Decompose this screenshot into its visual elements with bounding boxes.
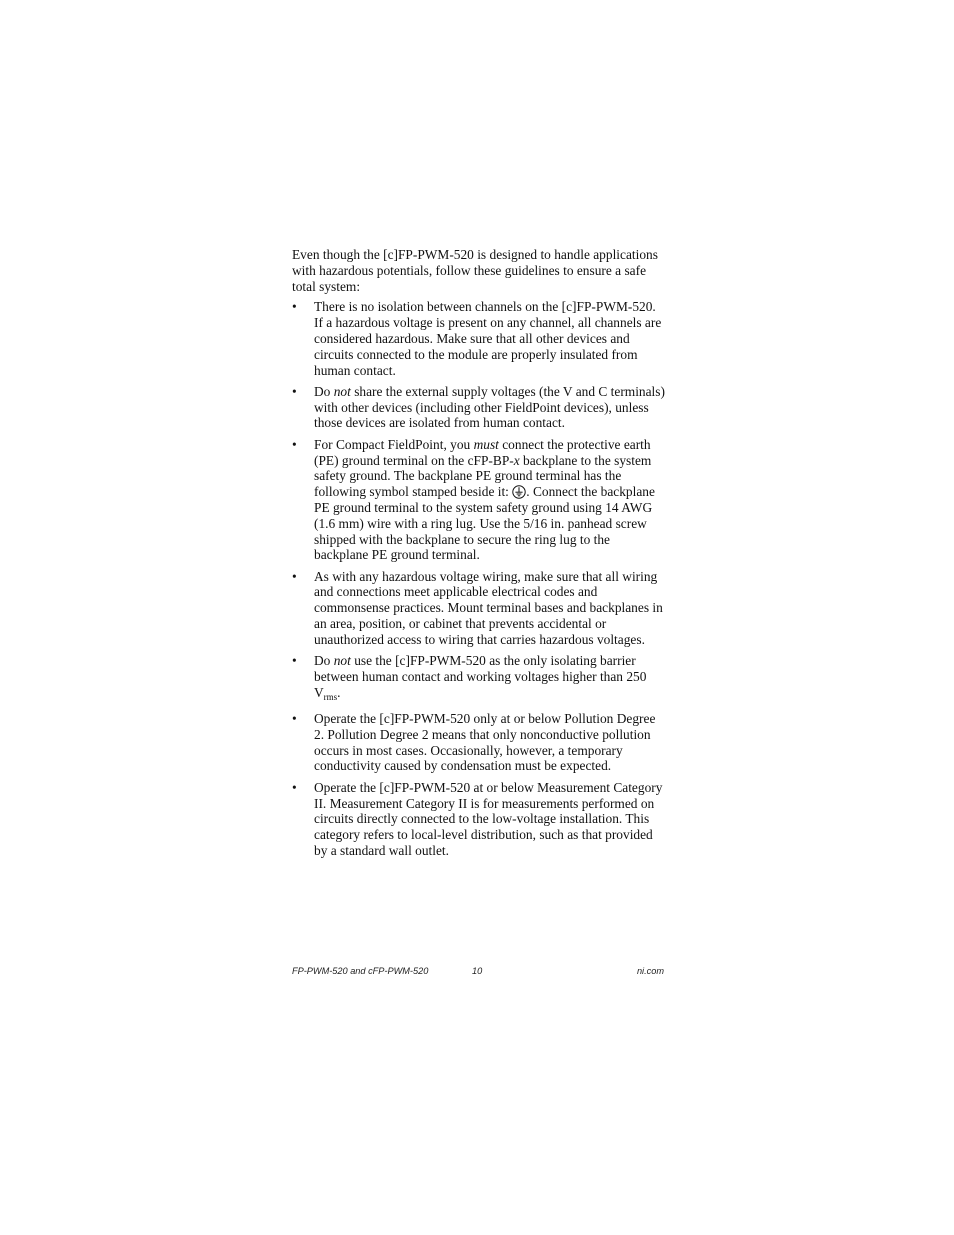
bullet-icon: • <box>292 653 297 669</box>
emphasis-text: not <box>333 653 351 669</box>
text-run: share the external supply voltages (the V and C terminals) with other devices (including other FieldPoint devices), unless those devices are isolated from human contact. <box>314 383 665 431</box>
list-item-text <box>314 653 646 700</box>
bullet-icon: • <box>292 383 297 399</box>
subscript-text: rms <box>323 691 338 702</box>
list-item-text: Operate the [c]FP-PWM-520 at or below Measurement Category II. Measurement Category II is for measurements performed on circuits directly connected to the low-voltage installation. This category refers to local-level distribution, such as that provided by a standard wall outlet. <box>314 779 663 858</box>
list-item-text: Operate the [c]FP-PWM-520 only at or below Pollution Degree 2. Pollution Degree 2 means that only nonconductive pollution occurs in most cases. Occasionally, however, a temporary conductivity caused by condensation must be expected. <box>314 711 656 774</box>
emphasis-text: not <box>333 383 351 399</box>
protective-earth-ground-icon <box>512 485 526 499</box>
text-run: use the [c]FP-PWM-520 as the only isolating barrier between human contact and working voltages higher than 250 V <box>314 653 647 700</box>
guidelines-list <box>292 299 666 858</box>
list-item <box>292 653 666 705</box>
list-item-text <box>314 437 655 563</box>
bullet-icon: • <box>292 299 297 315</box>
text-run: Do <box>314 653 334 669</box>
page-footer <box>292 966 664 980</box>
bullet-icon: • <box>292 436 297 452</box>
list-item <box>292 437 666 563</box>
text-run: For Compact FieldPoint, you <box>314 436 474 452</box>
list-item <box>292 569 666 648</box>
bullet-icon: • <box>292 711 297 727</box>
list-item-text: There is no isolation between channels on the [c]FP-PWM-520. If a hazardous voltage is present on any channel, all channels are considered hazardous. Make sure that all other devices and circuits connected to the module are properly insulated from human contact. <box>314 299 662 378</box>
footer-product-name: FP-PWM-520 and cFP-PWM-520 <box>292 966 429 976</box>
footer-website: ni.com <box>636 966 664 976</box>
text-run: . <box>337 684 341 700</box>
text-run: backplane to the system safety ground. The backplane PE ground terminal has the following symbol stamped beside it: <box>314 452 652 500</box>
list-item <box>292 384 666 431</box>
list-item <box>292 780 666 859</box>
text-run: Do <box>314 383 334 399</box>
emphasis-text: must <box>473 436 499 452</box>
page-number: 10 <box>472 966 483 976</box>
bullet-icon: • <box>292 568 297 584</box>
text-run: . Connect the backplane PE ground terminal to the system safety ground using 14 AWG (1.6 mm) wire with a ring lug. Use the 5/16 in. panhead screw shipped with the backplane to secure the ring lug to the backplane PE ground terminal. <box>314 484 655 563</box>
bullet-icon: • <box>292 779 297 795</box>
main-content <box>292 247 666 864</box>
list-item <box>292 711 666 774</box>
intro-paragraph: Even though the [c]FP-PWM-520 is designed to handle applications with hazardous potentials, follow these guidelines to ensure a safe total system: <box>292 247 658 294</box>
text-run: connect the protective earth (PE) ground terminal on the cFP-BP- <box>314 436 651 468</box>
list-item <box>292 299 666 378</box>
list-item-text: As with any hazardous voltage wiring, make sure that all wiring and connections meet applicable electrical codes and commonsense practices. Mount terminal bases and backplanes in an area, position, or cabinet that prevents accidental or unauthorized access to wiring that carries hazardous voltages. <box>314 568 663 647</box>
list-item-text <box>314 384 665 431</box>
emphasis-text: x <box>513 452 520 468</box>
